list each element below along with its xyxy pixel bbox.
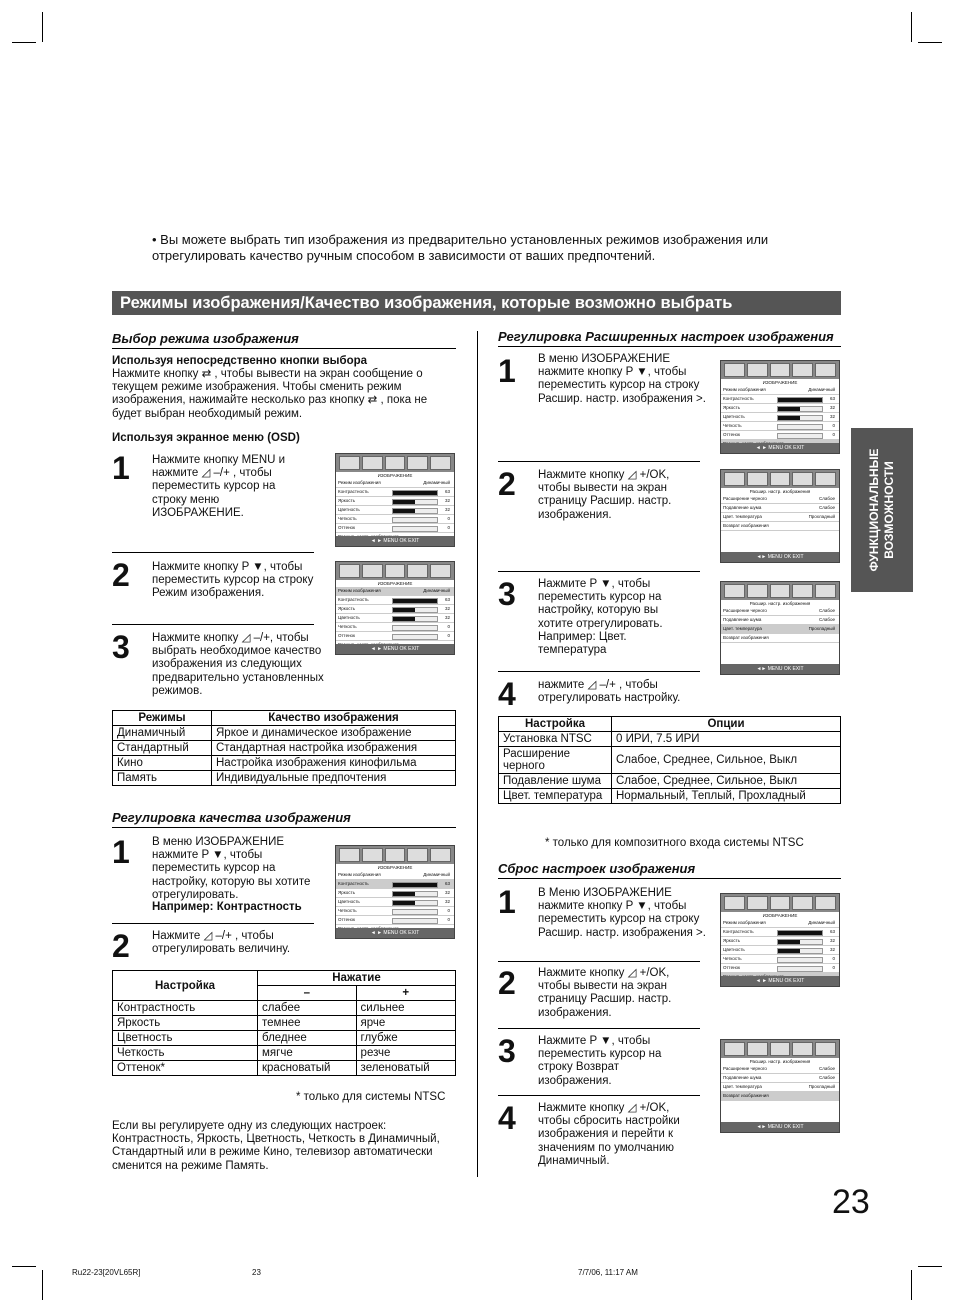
footer-left: Ru22-23[20VL65R] bbox=[72, 1268, 141, 1277]
step-number: 1 bbox=[112, 834, 130, 870]
osd-screen: ИЗОБРАЖЕНИЕ Режим изображения Динамичный Контрастность 63 Яркость 32 Цветность 32 Четкость 0 Оттенок 0 ◄ ► MENU OK EXIT bbox=[720, 893, 840, 987]
section-title-mode: Выбор режима изображения bbox=[112, 331, 456, 349]
osd-screen: ИЗОБРАЖЕНИЕ Режим изображения Динамичный Контрастность 63 Яркость 32 Цветность 32 Четкость 0 Оттенок 0 ◄ ► MENU OK EXIT bbox=[335, 453, 455, 547]
modes-table: Режимы Качество изображения Динамичный Яркое и динамическое изображение Стандартный Стандартная настройка изображения Кино Настройка изображения кинофильма Память Индивидуальные предпочтения bbox=[112, 710, 456, 786]
side-tab-line1: ФУНКЦИОНАЛЬНЫЕ bbox=[867, 448, 881, 572]
step-number: 3 bbox=[112, 629, 130, 665]
side-tab bbox=[851, 428, 913, 592]
table-row: Контрастность слабее сильнее bbox=[113, 1001, 456, 1016]
adjust-table: Настройка Нажатие – + Контрастность слабее сильнее Яркость темнее ярче Цветность бледнее глубже Четкость мягче резче Оттенок* красноватый зеленоватый bbox=[112, 970, 456, 1076]
table-row: Память Индивидуальные предпочтения bbox=[113, 771, 456, 786]
osd-screen: ИЗОБРАЖЕНИЕ Режим изображения Динамичный Контрастность 63 Яркость 32 Цветность 32 Четкость 0 Оттенок 0 ◄ ► MENU OK EXIT bbox=[335, 845, 455, 939]
step-number: 1 bbox=[498, 353, 516, 389]
table-row: Яркость темнее ярче bbox=[113, 1016, 456, 1031]
step-text: Нажмите кнопку ◿ –/+, чтобы выбрать необходимое качество изображения из следующих предварительно установленных режимов. bbox=[152, 632, 324, 697]
step-number: 2 bbox=[498, 466, 516, 502]
step-number: 3 bbox=[498, 576, 516, 612]
step-number: 2 bbox=[112, 928, 130, 964]
step-text: нажмите ◿ –/+ , чтобы отрегулировать настройку. bbox=[538, 679, 681, 705]
step-text: Нажмите кнопку ◿ +/OK, чтобы вывести на экран страницу Расшир. настр. изображения. bbox=[538, 967, 672, 1019]
step-text: В меню ИЗОБРАЖЕНИЕ нажмите P ▼, чтобы переместить курсор на настройку, которую вы хотите отрегулировать. bbox=[152, 836, 311, 901]
step-number: 4 bbox=[498, 1100, 516, 1136]
step-text: Нажмите кнопку MENU и нажмите ◿ –/+ , чтобы переместить курсор на строку меню ИЗОБРАЖЕНИЕ. bbox=[152, 454, 286, 519]
section-title-quality: Регулировка качества изображения bbox=[112, 810, 456, 828]
step-number: 1 bbox=[498, 884, 516, 920]
table-row: Цветность бледнее глубже bbox=[113, 1031, 456, 1046]
table-row: Кино Настройка изображения кинофильма bbox=[113, 756, 456, 771]
step-number: 2 bbox=[112, 557, 130, 593]
step-number: 4 bbox=[498, 676, 516, 712]
options-table: Настройка Опции Установка NTSC 0 ИРИ, 7.5 ИРИ Расширение черного Слабое, Среднее, Сильное, Выкл Подавление шума Слабое, Среднее, Сильное, Выкл Цвет. температура Нормальный, Теплый, Прохладный bbox=[498, 716, 841, 804]
osd-screen: ИЗОБРАЖЕНИЕ Режим изображения Динамичный Контрастность 63 Яркость 32 Цветность 32 Четкость 0 Оттенок 0 ◄ ► MENU OK EXIT bbox=[720, 360, 840, 454]
intro-text: • Вы можете выбрать тип изображения из предварительно установленных режимов изображения или отрегулировать качество ручным способом в зависимости от ваших предпочтений. bbox=[152, 232, 769, 263]
step-text: Нажмите ◿ –/+ , чтобы отрегулировать величину. bbox=[152, 930, 291, 956]
page-number: 23 bbox=[832, 1183, 870, 1221]
step-example: Например: Контрастность bbox=[152, 901, 302, 913]
step-number: 1 bbox=[112, 450, 130, 486]
table-row: Оттенок* красноватый зеленоватый bbox=[113, 1061, 456, 1076]
osd-screen: Расшир. настр. изображения Расширение черного Слабое Подавление шума Слабое Цвет. температура Прохладный Возврат изображения ◄► MENU OK EXIT bbox=[720, 1039, 840, 1133]
closing-text: Если вы регулируете одну из следующих настроек: Контрастность, Яркость, Цветность, Четкость в Динамичный, Стандартный или в режиме Кино, телевизор автоматически сменится на режиме Память. bbox=[112, 1120, 440, 1172]
crop-mark bbox=[12, 1266, 36, 1267]
osd-head: Используя экранное меню (OSD) bbox=[112, 432, 300, 444]
table-row: Установка NTSC 0 ИРИ, 7.5 ИРИ bbox=[499, 732, 841, 747]
step-text: Нажмите P ▼, чтобы переместить курсор на строку Возврат изображения. bbox=[538, 1035, 662, 1087]
table-row: Стандартный Стандартная настройка изображения bbox=[113, 741, 456, 756]
crop-mark bbox=[12, 42, 36, 43]
step-number: 3 bbox=[498, 1033, 516, 1069]
osd-screen: ИЗОБРАЖЕНИЕ Режим изображения Динамичный Контрастность 63 Яркость 32 Цветность 32 Четкость 0 Оттенок 0 ◄ ► MENU OK EXIT bbox=[335, 561, 455, 655]
table-note: * только для системы NTSC bbox=[296, 1091, 446, 1103]
osd-screen: Расшир. настр. изображения Расширение черного Слабое Подавление шума Слабое Цвет. температура Прохладный Возврат изображения ◄► MENU OK EXIT bbox=[720, 469, 840, 563]
table-row: Подавление шума Слабое, Среднее, Сильное, Выкл bbox=[499, 774, 841, 789]
step-text: Нажмите P ▼, чтобы переместить курсор на настройку, которую вы хотите отрегулировать. Например: Цвет. температура bbox=[538, 578, 663, 657]
step-text: Нажмите кнопку ◿ +/OK, чтобы сбросить настройки изображения и перейти к значениям по умолчанию Динамичный. bbox=[538, 1102, 680, 1167]
step-text: Нажмите кнопку ◿ +/OK, чтобы вывести на экран страницу Расшир. настр. изображения. bbox=[538, 469, 672, 521]
section-title-advanced: Регулировка Расширенных настроек изображения bbox=[498, 329, 841, 347]
crop-mark bbox=[42, 1270, 43, 1300]
footer-mid: 23 bbox=[252, 1268, 261, 1277]
direct-text: Нажмите кнопку ⇄ , чтобы вывести на экран сообщение о текущем режиме изображения. Чтобы сменить режим изображения, нажимайте несколько раз кнопку ⇄ , пока не будет выбран необходимый режим. bbox=[112, 368, 428, 420]
step-text: Нажмите кнопку P ▼, чтобы переместить курсор на строку Режим изображения. bbox=[152, 561, 314, 600]
crop-mark bbox=[911, 12, 912, 42]
step-text: В меню ИЗОБРАЖЕНИЕ нажмите кнопку P ▼, чтобы переместить курсор на строку Расшир. настр. изображения >. bbox=[538, 353, 706, 405]
side-tab-line2: ВОЗМОЖНОСТИ bbox=[882, 461, 896, 559]
step-number: 2 bbox=[498, 965, 516, 1001]
crop-mark bbox=[918, 42, 942, 43]
table-row: Четкость мягче резче bbox=[113, 1046, 456, 1061]
table-row: Цвет. температура Нормальный, Теплый, Прохладный bbox=[499, 789, 841, 804]
direct-head: Используя непосредственно кнопки выбора bbox=[112, 355, 368, 367]
footer-right: 7/7/06, 11:17 AM bbox=[578, 1268, 638, 1277]
crop-mark bbox=[918, 1266, 942, 1267]
table-row: Расширение черного Слабое, Среднее, Сильное, Выкл bbox=[499, 747, 841, 774]
table-note: * только для композитного входа системы NTSC bbox=[545, 837, 804, 849]
step-text: В Меню ИЗОБРАЖЕНИЕ нажмите кнопку P ▼, чтобы переместить курсор на строку Расшир. настр. изображения >. bbox=[538, 887, 706, 939]
section-title-reset: Сброс настроек изображения bbox=[498, 861, 841, 879]
section-banner: Режимы изображения/Качество изображения, которые возможно выбрать bbox=[112, 291, 841, 315]
osd-screen: Расшир. настр. изображения Расширение черного Слабое Подавление шума Слабое Цвет. температура Прохладный Возврат изображения ◄► MENU OK EXIT bbox=[720, 581, 840, 675]
crop-mark bbox=[42, 12, 43, 42]
table-row: Динамичный Яркое и динамическое изображение bbox=[113, 726, 456, 741]
crop-mark bbox=[911, 1270, 912, 1300]
